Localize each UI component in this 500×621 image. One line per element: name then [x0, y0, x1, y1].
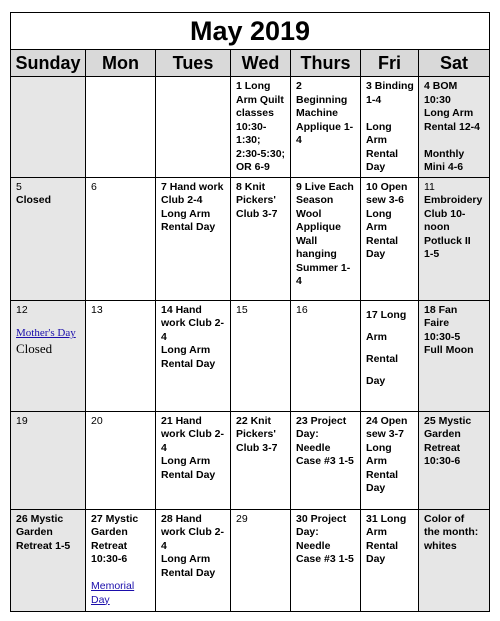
event-line: 13 [91, 303, 103, 316]
event-line: Color of [424, 512, 465, 525]
event-line: Long Arm [366, 120, 392, 146]
event-line: 10:30-6 [91, 553, 128, 565]
day-cell [11, 300, 86, 411]
day-cell [231, 509, 291, 611]
event-line: 11 [424, 180, 435, 193]
event-line: Club 10- [424, 207, 466, 220]
event-line: 4 [161, 539, 167, 552]
event-line: Season [296, 194, 334, 206]
event-line: 28 Hand [161, 512, 202, 525]
event-line: Long Arm [366, 441, 392, 467]
event-line: Rental Day [161, 357, 216, 370]
event-line: Club 3-7 [236, 207, 278, 220]
event-line: Retreat 1-5 [16, 539, 71, 552]
event-line: Arm Quilt [236, 93, 284, 106]
day-cell [86, 77, 156, 178]
event-line: Rental [366, 468, 399, 481]
weekday-header-thurs: Thurs [291, 50, 361, 77]
day-cell [156, 300, 231, 411]
day-cell [361, 411, 419, 509]
event-line: Monthly [424, 147, 465, 160]
week-row [11, 509, 490, 611]
day-cell [419, 509, 490, 611]
event-line: Embroidery [424, 194, 483, 206]
event-line: 6 [91, 180, 97, 193]
event-line: sew 3-6 [366, 194, 404, 206]
event-line [366, 107, 414, 121]
event-line: 21 Hand [161, 414, 202, 427]
weekday-header-tues: Tues [156, 50, 231, 77]
event-line: 17 Long [366, 308, 407, 321]
day-cell [361, 77, 419, 178]
event-line: Rental [366, 352, 399, 365]
event-line: 5 [16, 180, 22, 193]
event-line: Full Moon [424, 344, 474, 356]
event-line: Long Arm [161, 207, 211, 220]
event-line: Machine [296, 107, 339, 119]
event-line: Rental Day [161, 221, 216, 233]
event-line: Retreat [91, 539, 128, 552]
week-row [11, 177, 490, 300]
day-cell [291, 411, 361, 509]
event-line: 7 Hand work [161, 180, 224, 193]
weekday-header-fri: Fri [361, 50, 419, 77]
event-line: 4 BOM [424, 80, 458, 92]
event-line: Arm [366, 526, 388, 538]
weekday-header-row [11, 50, 490, 77]
weekday-header-mon: Mon [86, 50, 156, 77]
day-cell [231, 177, 291, 300]
day-cell [86, 411, 156, 509]
event-line: Wall [296, 234, 318, 247]
event-line: Club 2-4 [161, 194, 203, 206]
spacer [16, 317, 81, 327]
event-line: Faire [424, 317, 450, 329]
event-line: 31 Long [366, 512, 407, 525]
closed-note: Closed [16, 340, 53, 356]
event-line: Rental Day [161, 566, 216, 579]
event-line: 25 Mystic [424, 414, 472, 427]
event-line: hanging [296, 248, 337, 260]
weekday-header-sunday: Sunday [11, 50, 86, 77]
event-line: Summer 1- [296, 261, 351, 274]
day-cell [86, 509, 156, 611]
week-row [11, 77, 490, 178]
event-line: 9 Live Each [296, 180, 354, 193]
event-line: 4 [161, 441, 167, 454]
event-line: 10:30-6 [424, 455, 461, 467]
event-line: 10:30- [236, 120, 267, 133]
event-line: sew 3-7 [366, 428, 404, 440]
day-cell [231, 411, 291, 509]
event-line: Rental [366, 234, 399, 247]
holiday-link[interactable]: Mother's Day [16, 327, 76, 339]
day-cell [419, 77, 490, 178]
day-cell [11, 177, 86, 300]
event-line: Day [366, 482, 386, 494]
event-line [91, 567, 151, 581]
event-line: work Club 2- [161, 317, 225, 329]
day-cell [361, 177, 419, 300]
day-cell [11, 77, 86, 178]
event-line: Case #3 1-5 [296, 455, 354, 467]
event-line: Rental 12-4 [424, 120, 481, 133]
event-line: 14 Hand [161, 303, 202, 316]
event-line: whites [424, 539, 457, 552]
event-line: Arm [366, 330, 388, 343]
event-line: 2:30-5:30; [236, 147, 286, 160]
event-line: noon [424, 221, 450, 233]
event-line: Wool [296, 207, 322, 220]
day-cell [231, 77, 291, 178]
event-line: Day: [296, 428, 319, 440]
event-line: Day [366, 248, 386, 260]
day-cell [291, 177, 361, 300]
event-line: Case #3 1-5 [296, 553, 354, 565]
event-line: 1-4 [366, 93, 382, 106]
event-line: 4 [161, 330, 167, 343]
event-line: 4 [296, 134, 302, 146]
day-cell [291, 77, 361, 178]
calendar-weeks [11, 77, 490, 612]
event-line: 1 Long [236, 80, 271, 92]
event-line: 8 Knit [236, 180, 266, 193]
event-line: 10:30 [424, 93, 451, 106]
event-line: 29 [236, 512, 248, 525]
holiday-link[interactable]: Memorial Day [91, 580, 135, 606]
event-line: 4 [296, 275, 302, 287]
event-line: Rental Day [161, 468, 216, 481]
event-line: classes [236, 107, 274, 119]
event-line: Applique 1- [296, 120, 354, 133]
day-cell [361, 300, 419, 411]
day-cell [86, 177, 156, 300]
event-line: Needle [296, 539, 331, 552]
day-cell [419, 411, 490, 509]
event-line: 1-5 [424, 248, 440, 260]
event-line: OR 6-9 [236, 161, 270, 173]
event-line: work Club 2- [161, 526, 225, 538]
day-cell [419, 300, 490, 411]
day-cell [86, 300, 156, 411]
event-line: Long Arm [161, 455, 211, 467]
event-line: work Club 2- [161, 428, 225, 440]
calendar-table [10, 12, 490, 612]
event-line: Applique [296, 221, 341, 233]
event-line: Garden [91, 526, 128, 538]
event-line: 20 [91, 414, 103, 427]
event-line: 30 Project [296, 512, 347, 525]
week-row [11, 300, 490, 411]
event-line: the month: [424, 526, 479, 538]
event-line: 15 [236, 303, 248, 316]
day-cell [291, 509, 361, 611]
event-line: Rental [366, 147, 399, 160]
calendar-title: May 2019 [11, 13, 490, 50]
event-line: Retreat [424, 441, 461, 454]
event-line: Club 3-7 [236, 441, 278, 454]
day-cell [419, 177, 490, 300]
event-line: 27 Mystic [91, 512, 139, 525]
day-cell [156, 411, 231, 509]
event-line: Long Arm [424, 107, 474, 119]
day-cell [156, 509, 231, 611]
event-line: Rental [366, 539, 399, 552]
event-line: Garden [16, 526, 53, 538]
event-line: Long Arm [161, 344, 211, 356]
event-line [424, 134, 485, 148]
event-line: Pickers' [236, 194, 276, 206]
day-cell [231, 300, 291, 411]
event-line: Garden [424, 428, 461, 440]
event-line: 24 Open [366, 414, 408, 427]
event-line: Day [366, 161, 386, 173]
event-line: 1:30; [236, 134, 261, 146]
day-cell [11, 411, 86, 509]
day-cell [291, 300, 361, 411]
event-line: Long Arm [366, 207, 392, 233]
weekday-header-wed: Wed [231, 50, 291, 77]
event-line: Long Arm [161, 553, 211, 565]
event-line: Needle [296, 441, 331, 454]
event-line: 22 Knit [236, 414, 272, 427]
event-line: 10:30-5 [424, 330, 461, 343]
event-line: 10 Open [366, 180, 408, 193]
event-line: Day [366, 374, 386, 387]
weekday-header-sat: Sat [419, 50, 490, 77]
event-line: 2 Beginning [296, 80, 348, 106]
day-cell [11, 509, 86, 611]
event-line: Day: [296, 526, 319, 538]
day-cell [156, 77, 231, 178]
event-line: 3 Binding [366, 80, 414, 92]
event-line: 26 Mystic [16, 512, 64, 525]
event-line: 19 [16, 414, 28, 427]
event-line: Pickers' [236, 428, 276, 440]
day-cell [361, 509, 419, 611]
event-line: 23 Project [296, 414, 347, 427]
event-line: Day [366, 553, 386, 565]
event-line: 18 Fan [424, 303, 458, 316]
event-line: Potluck II [424, 234, 471, 247]
day-cell [156, 177, 231, 300]
event-line: 16 [296, 303, 308, 316]
week-row [11, 411, 490, 509]
event-line: Mini 4-6 [424, 161, 464, 173]
day-number: 12 [16, 303, 28, 316]
event-line: Closed [16, 194, 52, 206]
